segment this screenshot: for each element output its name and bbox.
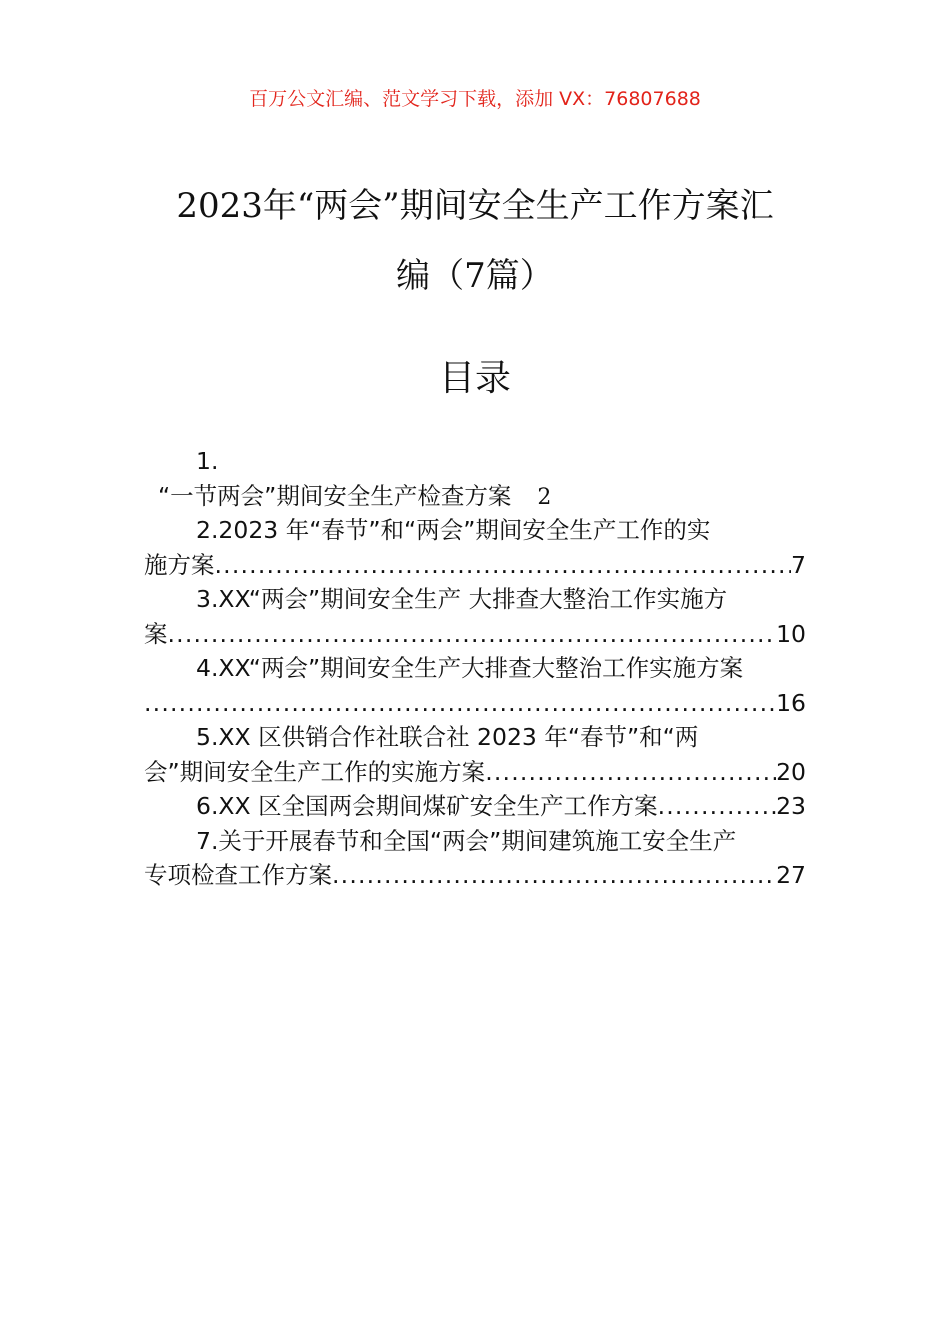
dot-leader <box>168 617 777 652</box>
toc-item-4-leader[interactable] <box>144 686 806 721</box>
dot-leader <box>658 789 777 824</box>
toc-item-2-leader[interactable] <box>144 548 806 583</box>
toc-item-text: 6.XX 区全国两会期间煤矿安全生产工作方案 <box>196 792 658 820</box>
table-of-contents <box>144 444 806 893</box>
toc-item-text: 施方案 <box>144 550 215 579</box>
toc-item-text: 案 <box>144 619 168 648</box>
dot-leader <box>485 755 776 790</box>
toc-item-4[interactable]: 4.XX“两会”期间安全生产大排查大整治工作实施方案 <box>196 654 744 682</box>
toc-item-7[interactable]: 7.关于开展春节和全国“两会”期间建筑施工安全生产 <box>196 826 737 855</box>
dot-leader <box>144 686 776 721</box>
toc-item-5[interactable]: 5.XX 区供销合作社联合社 2023 年“春节”和“两 <box>196 723 699 751</box>
toc-page-number: 2 <box>537 484 552 510</box>
document-title-line2: 编（7篇） <box>396 256 554 296</box>
toc-item-5-leader[interactable] <box>144 755 806 790</box>
toc-page-number: 20 <box>776 757 806 786</box>
toc-heading: 目录 <box>438 358 511 399</box>
toc-page-number: 27 <box>776 861 806 889</box>
toc-item-text: 会”期间安全生产工作的实施方案 <box>144 757 486 786</box>
toc-page-number: 7 <box>791 550 806 579</box>
toc-item-7-leader[interactable] <box>144 858 806 893</box>
toc-item-1-number[interactable]: 1. <box>196 447 219 475</box>
toc-page-number: 23 <box>776 792 806 820</box>
toc-item-text: “一节两会”期间安全生产检查方案 <box>158 481 512 510</box>
watermark-banner: 百万公文汇编、范文学习下载，添加 VX：76807688 <box>249 88 701 110</box>
toc-item-6[interactable] <box>144 789 806 824</box>
toc-page-number: 16 <box>776 688 806 717</box>
toc-item-3-leader[interactable] <box>144 617 806 652</box>
toc-item-1[interactable] <box>144 479 806 514</box>
toc-item-text: 专项检查工作方案 <box>144 861 332 889</box>
toc-page-number: 10 <box>776 619 806 648</box>
dot-leader <box>332 858 776 893</box>
dot-leader <box>215 548 792 583</box>
toc-item-2[interactable]: 2.2023 年“春节”和“两会”期间安全生产工作的实 <box>196 516 711 544</box>
document-title-line1: 2023年“两会”期间安全生产工作方案汇 <box>176 186 774 226</box>
toc-item-3[interactable]: 3.XX“两会”期间安全生产 大排查大整治工作实施方 <box>196 585 728 613</box>
